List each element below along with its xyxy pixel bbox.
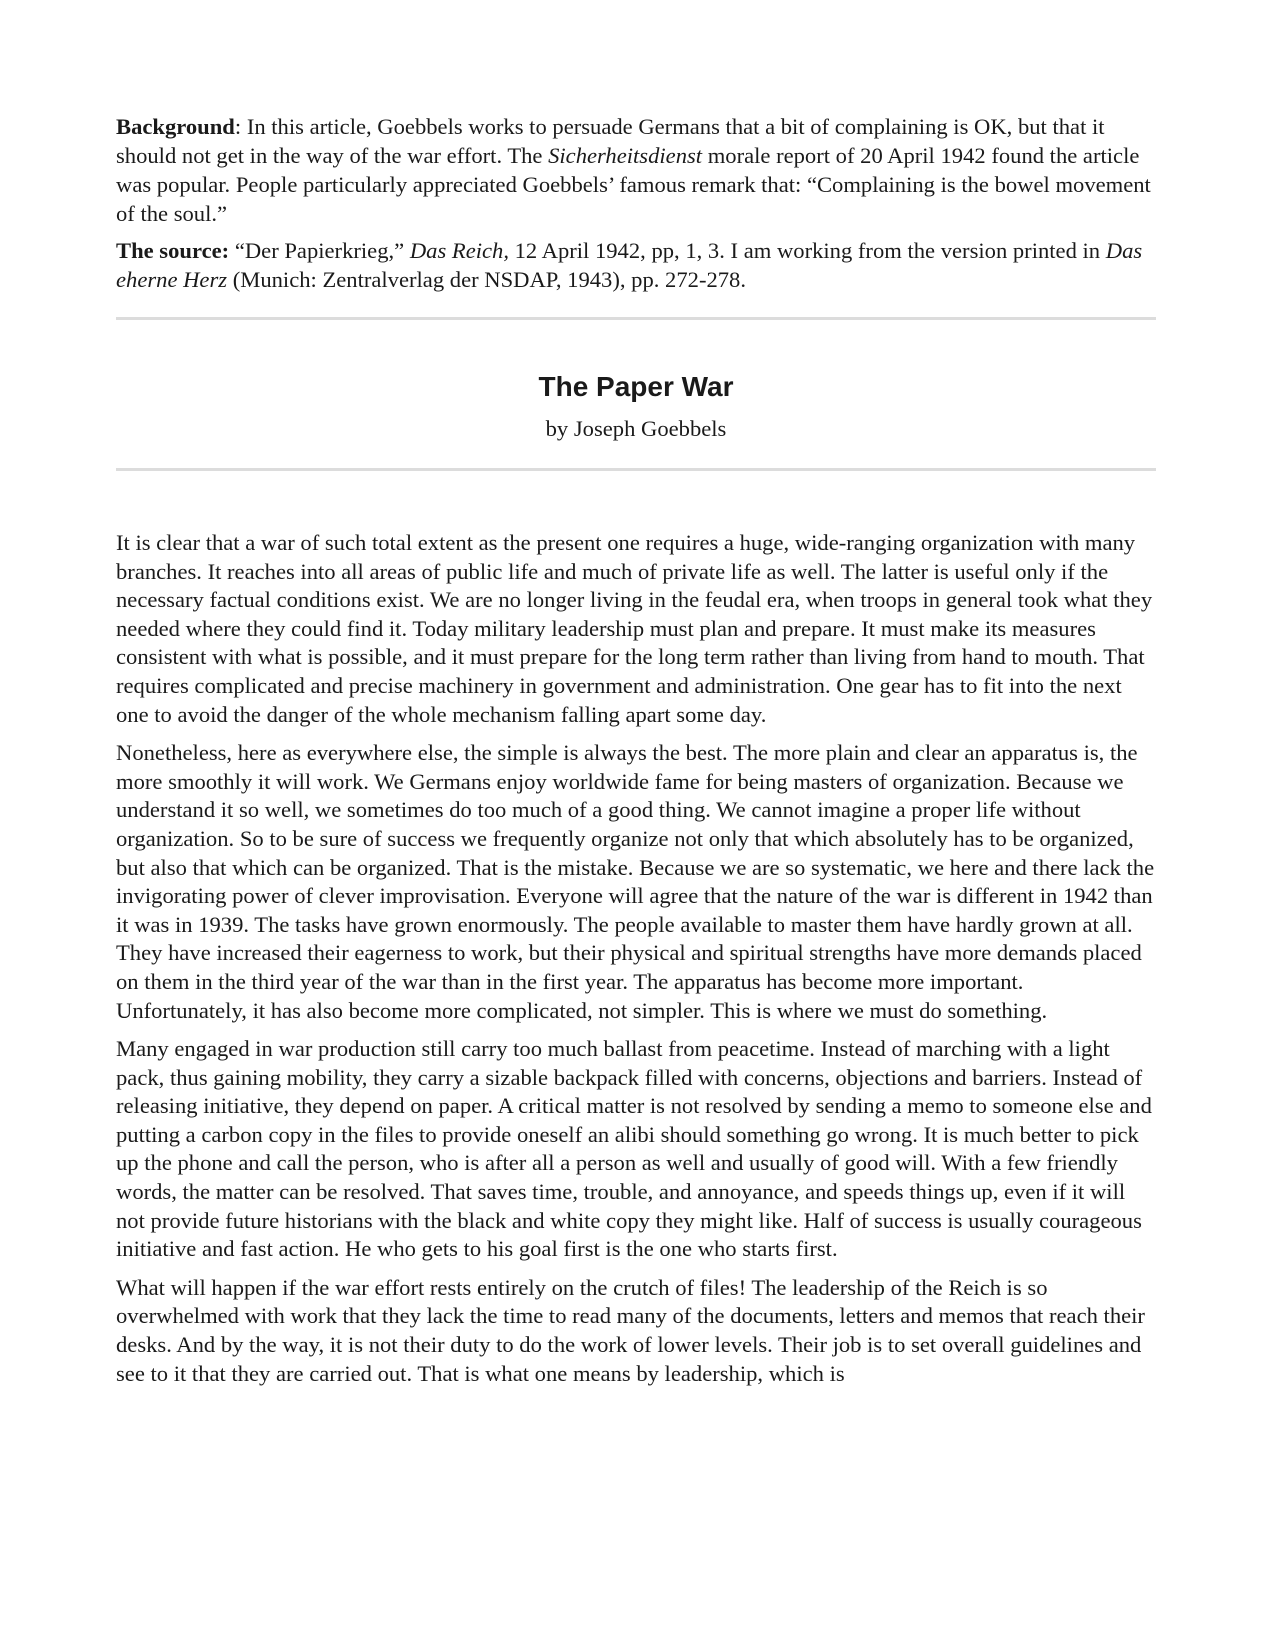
source-text-3: (Munich: Zentralverlag der NSDAP, 1943), pp. 272-278. (227, 267, 747, 292)
source-paragraph (116, 236, 1156, 294)
background-paragraph (116, 112, 1156, 228)
body-paragraph: Nonetheless, here as everywhere else, the simple is always the best. The more plain and clear an apparatus is, the more smoothly it will work. We Germans enjoy worldwide fame for being masters of organization. Because we understand it so well, we sometimes do too much of a good thing. We cannot imagine a proper life without organization. So to be sure of success we frequently organize not only that which absolutely has to be organized, but also that which can be organized. That is the mistake. Because we are so systematic, we here and there lack the invigorating power of clever improvisation. Everyone will agree that the nature of the war is different in 1942 than it was in 1939. The tasks have grown enormously. The people available to master them have hardly grown at all. They have increased their eagerness to work, but their physical and spiritual strengths have more demands placed on them in the third year of the war than in the first year. The apparatus has become more important. Unfortunately, it has also become more complicated, not simpler. This is where we must do something. (116, 740, 1155, 1023)
document-page (116, 112, 1156, 1398)
body-paragraph: Many engaged in war production still carry too much ballast from peacetime. Instead of marching with a light pack, thus gaining mobility, they carry a sizable backpack filled with concerns, objections and barriers. Instead of releasing initiative, they depend on paper. A critical matter is not resolved by sending a memo to someone else and putting a carbon copy in the files to provide oneself an alibi should something go wrong. It is much better to pick up the phone and call the person, who is after all a person as well and usually of good will. With a few friendly words, the matter can be resolved. That saves time, trouble, and annoyance, and speeds things up, even if it will not provide future historians with the black and white copy they might like. Half of success is usually courageous initiative and fast action. He who gets to his goal first is the one who starts first. (116, 1036, 1152, 1262)
source-text-1: “Der Papierkrieg,” (229, 238, 410, 263)
background-italic: Sicherheitsdienst (548, 143, 703, 168)
source-label: The source: (116, 238, 230, 263)
body-paragraph: It is clear that a war of such total extent as the present one requires a huge, wide-ranging organization with many branches. It reaches into all areas of public life and much of private life as well. The latter is useful only if the necessary factual conditions exist. We are no longer living in the feudal era, when troops in general took what they needed where they could find it. Today military leadership must plan and prepare. It must make its measures consistent with what is possible, and it must prepare for the long term rather than living from hand to mouth. That requires complicated and precise machinery in government and administration. One gear has to fit into the next one to avoid the danger of the whole mechanism falling apart some day. (116, 530, 1153, 727)
body-paragraph: What will happen if the war effort rests entirely on the crutch of files! The leadership of the Reich is so overwhelmed with work that they lack the time to read many of the documents, letters and memos that reach their desks. And by the way, it is not their duty to do the work of lower levels. Their job is to set overall guidelines and see to it that they are carried out. That is what one means by leadership, which is (116, 1274, 1145, 1386)
background-label: Background (116, 114, 235, 139)
divider-bottom (116, 468, 1156, 471)
background-text-2: morale report of 20 April 1942 found the article was popular. People particularly appreciated Goebbels’ famous remark that: “Complaining is the bowel movement of the soul.” (116, 143, 1151, 226)
article-byline: by Joseph Goebbels (545, 416, 727, 441)
background-text-1: In this article, Goebbels works to persuade Germans that a bit of complaining is OK, but that it should not get in the way of the war effort. The (116, 114, 1105, 168)
background-separator: : (234, 114, 247, 139)
intro-section (116, 112, 1156, 294)
divider-top (116, 317, 1156, 320)
article-title: The Paper War (538, 371, 734, 402)
article-body (116, 529, 1156, 1388)
source-italic-1: Das Reich, (409, 238, 509, 263)
source-text-2: 12 April 1942, pp, 1, 3. I am working from the version printed in (508, 238, 1106, 263)
source-italic-2: Das eherne Herz (116, 238, 1143, 292)
